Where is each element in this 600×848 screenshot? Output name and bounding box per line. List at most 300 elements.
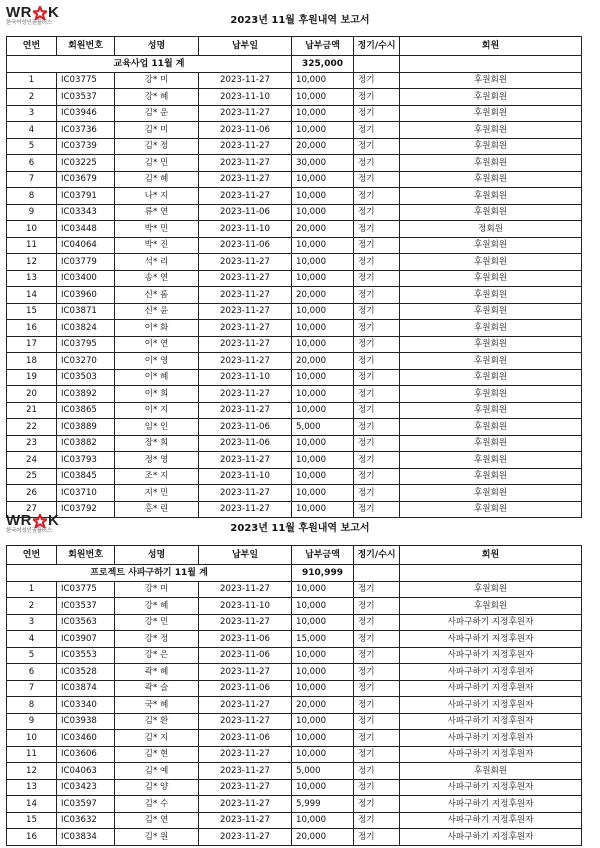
table-row xyxy=(7,369,582,386)
cell-date: 2023-11-06 xyxy=(199,647,292,664)
cell-name: 김* 지 xyxy=(115,730,199,747)
logo-subtitle: 한국여성인권플러스 xyxy=(6,20,53,26)
cell-date: 2023-11-27 xyxy=(199,303,292,320)
cell-no: 4 xyxy=(7,122,57,139)
cell-type: 정기 xyxy=(354,680,400,697)
cell-no: 27 xyxy=(7,501,57,518)
cell-member-id: IC03400 xyxy=(57,270,115,287)
cell-name: 박* 민 xyxy=(115,221,199,238)
cell-no: 9 xyxy=(7,204,57,221)
cell-type: 정기 xyxy=(354,829,400,846)
cell-date: 2023-11-10 xyxy=(199,89,292,106)
cell-membership: 후원회원 xyxy=(400,452,582,469)
cell-date: 2023-11-27 xyxy=(199,188,292,205)
cell-no: 26 xyxy=(7,485,57,502)
cell-amount: 10,000 xyxy=(292,402,354,419)
header-membership: 회원 xyxy=(400,546,582,565)
cell-amount: 10,000 xyxy=(292,204,354,221)
cell-member-id: IC03553 xyxy=(57,647,115,664)
cell-name: 김* 양 xyxy=(115,779,199,796)
table-row xyxy=(7,435,582,452)
cell-no: 12 xyxy=(7,254,57,271)
cell-member-id: IC03791 xyxy=(57,188,115,205)
cell-amount: 10,000 xyxy=(292,188,354,205)
donation-table-education xyxy=(6,36,582,518)
cell-no: 13 xyxy=(7,270,57,287)
cell-date: 2023-11-27 xyxy=(199,452,292,469)
cell-type: 정기 xyxy=(354,468,400,485)
cell-member-id: IC03679 xyxy=(57,171,115,188)
cell-date: 2023-11-27 xyxy=(199,138,292,155)
cell-name: 이* 지 xyxy=(115,402,199,419)
table-row xyxy=(7,829,582,846)
cell-date: 2023-11-27 xyxy=(199,105,292,122)
cell-member-id: IC03882 xyxy=(57,435,115,452)
cell-date: 2023-11-27 xyxy=(199,270,292,287)
cell-membership: 후원회원 xyxy=(400,468,582,485)
cell-type: 정기 xyxy=(354,746,400,763)
cell-name: 임* 인 xyxy=(115,419,199,436)
cell-name: 이* 화 xyxy=(115,320,199,337)
cell-amount: 10,000 xyxy=(292,647,354,664)
logo-text-right: K xyxy=(48,512,60,529)
cell-name: 강* 미 xyxy=(115,72,199,89)
summary-amount: 325,000 xyxy=(292,56,354,73)
header-type: 정기/수시 xyxy=(354,37,400,56)
cell-amount: 10,000 xyxy=(292,237,354,254)
cell-date: 2023-11-27 xyxy=(199,614,292,631)
cell-date: 2023-11-06 xyxy=(199,204,292,221)
cell-type: 정기 xyxy=(354,614,400,631)
cell-no: 9 xyxy=(7,713,57,730)
cell-no: 12 xyxy=(7,763,57,780)
cell-member-id: IC03563 xyxy=(57,614,115,631)
header-member-id: 회원번호 xyxy=(57,546,115,565)
cell-date: 2023-11-06 xyxy=(199,237,292,254)
cell-date: 2023-11-27 xyxy=(199,287,292,304)
table-row xyxy=(7,598,582,615)
cell-amount: 10,000 xyxy=(292,746,354,763)
header-no: 연번 xyxy=(7,37,57,56)
cell-member-id: IC03448 xyxy=(57,221,115,238)
cell-member-id: IC03889 xyxy=(57,419,115,436)
cell-member-id: IC03537 xyxy=(57,598,115,615)
table-row xyxy=(7,468,582,485)
cell-member-id: IC03871 xyxy=(57,303,115,320)
cell-membership: 후원회원 xyxy=(400,138,582,155)
cell-amount: 10,000 xyxy=(292,730,354,747)
table-row xyxy=(7,89,582,106)
cell-amount: 10,000 xyxy=(292,779,354,796)
cell-membership: 후원회원 xyxy=(400,763,582,780)
cell-type: 정기 xyxy=(354,435,400,452)
cell-type: 정기 xyxy=(354,105,400,122)
table-row xyxy=(7,72,582,89)
cell-amount: 10,000 xyxy=(292,812,354,829)
cell-membership: 후원회원 xyxy=(400,598,582,615)
cell-no: 15 xyxy=(7,303,57,320)
cell-name: 신* 윤 xyxy=(115,303,199,320)
cell-name: 강* 민 xyxy=(115,614,199,631)
cell-name: 김* 정 xyxy=(115,138,199,155)
cell-amount: 10,000 xyxy=(292,320,354,337)
cell-member-id: IC03460 xyxy=(57,730,115,747)
cell-no: 16 xyxy=(7,829,57,846)
table-row xyxy=(7,796,582,813)
cell-name: 김* 현 xyxy=(115,746,199,763)
cell-no: 22 xyxy=(7,419,57,436)
cell-membership: 사파구하기 지정후원자 xyxy=(400,812,582,829)
header-amount: 납부금액 xyxy=(292,546,354,565)
cell-name: 장* 희 xyxy=(115,435,199,452)
cell-membership: 후원회원 xyxy=(400,171,582,188)
cell-membership: 사파구하기 지정후원자 xyxy=(400,614,582,631)
cell-date: 2023-11-27 xyxy=(199,829,292,846)
cell-type: 정기 xyxy=(354,402,400,419)
cell-name: 송* 연 xyxy=(115,270,199,287)
cell-name: 김* 민 xyxy=(115,155,199,172)
table-row xyxy=(7,320,582,337)
logo-subtitle: 한국여성인권플러스 xyxy=(6,528,53,534)
cell-date: 2023-11-27 xyxy=(199,402,292,419)
cell-no: 7 xyxy=(7,680,57,697)
cell-membership: 후원회원 xyxy=(400,402,582,419)
cell-date: 2023-11-10 xyxy=(199,598,292,615)
cell-date: 2023-11-27 xyxy=(199,664,292,681)
cell-no: 10 xyxy=(7,730,57,747)
table-row xyxy=(7,287,582,304)
cell-member-id: IC03739 xyxy=(57,138,115,155)
header-name: 성명 xyxy=(115,546,199,565)
cell-amount: 10,000 xyxy=(292,664,354,681)
cell-membership: 후원회원 xyxy=(400,485,582,502)
cell-membership: 후원회원 xyxy=(400,188,582,205)
report-title: 2023년 11월 후원내역 보고서 xyxy=(230,15,370,26)
cell-no: 15 xyxy=(7,812,57,829)
cell-date: 2023-11-27 xyxy=(199,763,292,780)
cell-name: 이* 연 xyxy=(115,336,199,353)
cell-member-id: IC04063 xyxy=(57,763,115,780)
cell-type: 정기 xyxy=(354,303,400,320)
cell-no: 8 xyxy=(7,697,57,714)
cell-amount: 10,000 xyxy=(292,171,354,188)
cell-no: 5 xyxy=(7,138,57,155)
cell-date: 2023-11-27 xyxy=(199,386,292,403)
cell-type: 정기 xyxy=(354,188,400,205)
cell-membership: 후원회원 xyxy=(400,155,582,172)
cell-amount: 10,000 xyxy=(292,485,354,502)
cell-amount: 10,000 xyxy=(292,614,354,631)
cell-amount: 20,000 xyxy=(292,353,354,370)
cell-amount: 15,000 xyxy=(292,631,354,648)
table-row xyxy=(7,353,582,370)
cell-date: 2023-11-27 xyxy=(199,72,292,89)
cell-amount: 10,000 xyxy=(292,303,354,320)
cell-amount: 20,000 xyxy=(292,287,354,304)
cell-member-id: IC03340 xyxy=(57,697,115,714)
summary-row xyxy=(7,565,582,582)
cell-no: 16 xyxy=(7,320,57,337)
cell-amount: 10,000 xyxy=(292,452,354,469)
cell-membership: 후원회원 xyxy=(400,270,582,287)
cell-member-id: IC03270 xyxy=(57,353,115,370)
table-row xyxy=(7,452,582,469)
cell-date: 2023-11-27 xyxy=(199,581,292,598)
table-row xyxy=(7,614,582,631)
cell-amount: 10,000 xyxy=(292,105,354,122)
cell-type: 정기 xyxy=(354,72,400,89)
cell-date: 2023-11-06 xyxy=(199,631,292,648)
header-no: 연번 xyxy=(7,546,57,565)
table-row xyxy=(7,730,582,747)
cell-member-id: IC03845 xyxy=(57,468,115,485)
cell-membership: 후원회원 xyxy=(400,419,582,436)
cell-date: 2023-11-27 xyxy=(199,320,292,337)
table-row xyxy=(7,501,582,518)
cell-type: 정기 xyxy=(354,419,400,436)
cell-amount: 10,000 xyxy=(292,336,354,353)
cell-date: 2023-11-06 xyxy=(199,419,292,436)
cell-member-id: IC03736 xyxy=(57,122,115,139)
table-row xyxy=(7,779,582,796)
cell-amount: 20,000 xyxy=(292,829,354,846)
cell-membership: 후원회원 xyxy=(400,89,582,106)
cell-member-id: IC03795 xyxy=(57,336,115,353)
cell-membership: 후원회원 xyxy=(400,72,582,89)
summary-label: 프로젝트 사파구하기 11월 계 xyxy=(7,565,292,582)
cell-date: 2023-11-10 xyxy=(199,468,292,485)
table-row xyxy=(7,155,582,172)
cell-no: 11 xyxy=(7,746,57,763)
table-row xyxy=(7,237,582,254)
cell-member-id: IC03779 xyxy=(57,254,115,271)
cell-membership: 정회원 xyxy=(400,221,582,238)
cell-member-id: IC03793 xyxy=(57,452,115,469)
cell-name: 이* 희 xyxy=(115,386,199,403)
cell-name: 곽* 혜 xyxy=(115,664,199,681)
cell-name: 강* 정 xyxy=(115,631,199,648)
cell-member-id: IC03874 xyxy=(57,680,115,697)
cell-type: 정기 xyxy=(354,320,400,337)
table-row xyxy=(7,746,582,763)
summary-empty-member xyxy=(400,565,582,582)
cell-amount: 10,000 xyxy=(292,468,354,485)
cell-no: 17 xyxy=(7,336,57,353)
cell-name: 이* 영 xyxy=(115,353,199,370)
cell-type: 정기 xyxy=(354,171,400,188)
cell-date: 2023-11-27 xyxy=(199,353,292,370)
cell-membership: 사파구하기 지정후원자 xyxy=(400,829,582,846)
cell-no: 4 xyxy=(7,631,57,648)
table-row xyxy=(7,713,582,730)
cell-member-id: IC03225 xyxy=(57,155,115,172)
cell-date: 2023-11-10 xyxy=(199,221,292,238)
cell-name: 지* 민 xyxy=(115,485,199,502)
cell-amount: 10,000 xyxy=(292,435,354,452)
cell-member-id: IC03892 xyxy=(57,386,115,403)
table-row xyxy=(7,647,582,664)
cell-name: 박* 진 xyxy=(115,237,199,254)
cell-member-id: IC03606 xyxy=(57,746,115,763)
cell-type: 정기 xyxy=(354,796,400,813)
cell-name: 김* 미 xyxy=(115,122,199,139)
cell-member-id: IC03865 xyxy=(57,402,115,419)
table-row xyxy=(7,697,582,714)
table-row xyxy=(7,763,582,780)
summary-amount: 910,999 xyxy=(292,565,354,582)
donation-table-project xyxy=(6,545,582,846)
cell-no: 8 xyxy=(7,188,57,205)
table-header-row xyxy=(7,37,582,56)
cell-no: 6 xyxy=(7,664,57,681)
cell-name: 김* 수 xyxy=(115,796,199,813)
cell-type: 정기 xyxy=(354,369,400,386)
cell-amount: 10,000 xyxy=(292,386,354,403)
table-header-row xyxy=(7,546,582,565)
cell-no: 20 xyxy=(7,386,57,403)
cell-no: 14 xyxy=(7,796,57,813)
cell-membership: 사파구하기 지정후원자 xyxy=(400,631,582,648)
logo-text-left: WR xyxy=(6,4,32,21)
cell-type: 정기 xyxy=(354,155,400,172)
cell-membership: 사파구하기 지정후원자 xyxy=(400,647,582,664)
cell-amount: 5,000 xyxy=(292,419,354,436)
cell-no: 18 xyxy=(7,353,57,370)
cell-member-id: IC03343 xyxy=(57,204,115,221)
cell-name: 곽* 슬 xyxy=(115,680,199,697)
cell-no: 7 xyxy=(7,171,57,188)
cell-membership: 후원회원 xyxy=(400,254,582,271)
cell-membership: 후원회원 xyxy=(400,237,582,254)
cell-no: 10 xyxy=(7,221,57,238)
cell-name: 정* 영 xyxy=(115,452,199,469)
cell-amount: 10,000 xyxy=(292,369,354,386)
cell-date: 2023-11-06 xyxy=(199,122,292,139)
summary-empty-type xyxy=(354,565,400,582)
cell-type: 정기 xyxy=(354,237,400,254)
cell-member-id: IC04064 xyxy=(57,237,115,254)
cell-membership: 후원회원 xyxy=(400,204,582,221)
cell-date: 2023-11-27 xyxy=(199,336,292,353)
cell-date: 2023-11-27 xyxy=(199,501,292,518)
cell-type: 정기 xyxy=(354,631,400,648)
cell-name: 김* 환 xyxy=(115,713,199,730)
header-type: 정기/수시 xyxy=(354,546,400,565)
cell-member-id: IC03597 xyxy=(57,796,115,813)
cell-member-id: IC03824 xyxy=(57,320,115,337)
summary-empty-type xyxy=(354,56,400,73)
cell-no: 2 xyxy=(7,89,57,106)
cell-membership: 사파구하기 지정후원자 xyxy=(400,779,582,796)
table-row xyxy=(7,336,582,353)
cell-type: 정기 xyxy=(354,270,400,287)
cell-date: 2023-11-27 xyxy=(199,713,292,730)
cell-member-id: IC03775 xyxy=(57,581,115,598)
header-date: 납부일 xyxy=(199,37,292,56)
table-row xyxy=(7,419,582,436)
cell-no: 11 xyxy=(7,237,57,254)
header-amount: 납부금액 xyxy=(292,37,354,56)
cell-amount: 10,000 xyxy=(292,581,354,598)
cell-amount: 5,000 xyxy=(292,763,354,780)
cell-membership: 후원회원 xyxy=(400,581,582,598)
table-row xyxy=(7,105,582,122)
summary-empty-member xyxy=(400,56,582,73)
cell-member-id: IC03960 xyxy=(57,287,115,304)
cell-type: 정기 xyxy=(354,713,400,730)
cell-name: 홍* 린 xyxy=(115,501,199,518)
header-membership: 회원 xyxy=(400,37,582,56)
cell-type: 정기 xyxy=(354,581,400,598)
cell-type: 정기 xyxy=(354,730,400,747)
cell-date: 2023-11-06 xyxy=(199,730,292,747)
cell-name: 김* 예 xyxy=(115,763,199,780)
cell-no: 1 xyxy=(7,581,57,598)
header-member-id: 회원번호 xyxy=(57,37,115,56)
table-row xyxy=(7,221,582,238)
table-row xyxy=(7,138,582,155)
cell-type: 정기 xyxy=(354,779,400,796)
cell-type: 정기 xyxy=(354,501,400,518)
table-row xyxy=(7,402,582,419)
table-row xyxy=(7,254,582,271)
cell-amount: 10,000 xyxy=(292,501,354,518)
cell-name: 강* 미 xyxy=(115,581,199,598)
cell-name: 조* 지 xyxy=(115,468,199,485)
cell-membership: 후원회원 xyxy=(400,336,582,353)
table-row xyxy=(7,631,582,648)
cell-membership: 후원회원 xyxy=(400,105,582,122)
cell-type: 정기 xyxy=(354,763,400,780)
cell-name: 석* 리 xyxy=(115,254,199,271)
logo-text-right: K xyxy=(48,4,60,21)
cell-name: 강* 은 xyxy=(115,647,199,664)
cell-name: 김* 혜 xyxy=(115,171,199,188)
cell-date: 2023-11-27 xyxy=(199,254,292,271)
cell-date: 2023-11-27 xyxy=(199,779,292,796)
cell-no: 1 xyxy=(7,72,57,89)
cell-no: 6 xyxy=(7,155,57,172)
table-row xyxy=(7,485,582,502)
cell-date: 2023-11-27 xyxy=(199,697,292,714)
cell-member-id: IC03946 xyxy=(57,105,115,122)
cell-membership: 사파구하기 지정후원자 xyxy=(400,730,582,747)
table-row xyxy=(7,171,582,188)
cell-amount: 10,000 xyxy=(292,680,354,697)
cell-membership: 사파구하기 지정후원자 xyxy=(400,697,582,714)
cell-date: 2023-11-27 xyxy=(199,812,292,829)
header-date: 납부일 xyxy=(199,546,292,565)
cell-name: 김* 연 xyxy=(115,812,199,829)
summary-row xyxy=(7,56,582,73)
cell-membership: 사파구하기 지정후원자 xyxy=(400,664,582,681)
cell-membership: 사파구하기 지정후원자 xyxy=(400,713,582,730)
cell-type: 정기 xyxy=(354,664,400,681)
cell-membership: 후원회원 xyxy=(400,122,582,139)
cell-amount: 10,000 xyxy=(292,270,354,287)
cell-type: 정기 xyxy=(354,254,400,271)
cell-no: 13 xyxy=(7,779,57,796)
cell-type: 정기 xyxy=(354,221,400,238)
cell-no: 2 xyxy=(7,598,57,615)
cell-type: 정기 xyxy=(354,485,400,502)
cell-date: 2023-11-10 xyxy=(199,369,292,386)
cell-name: 나* 지 xyxy=(115,188,199,205)
cell-no: 3 xyxy=(7,614,57,631)
cell-date: 2023-11-06 xyxy=(199,435,292,452)
cell-name: 국* 혜 xyxy=(115,697,199,714)
cell-type: 정기 xyxy=(354,386,400,403)
